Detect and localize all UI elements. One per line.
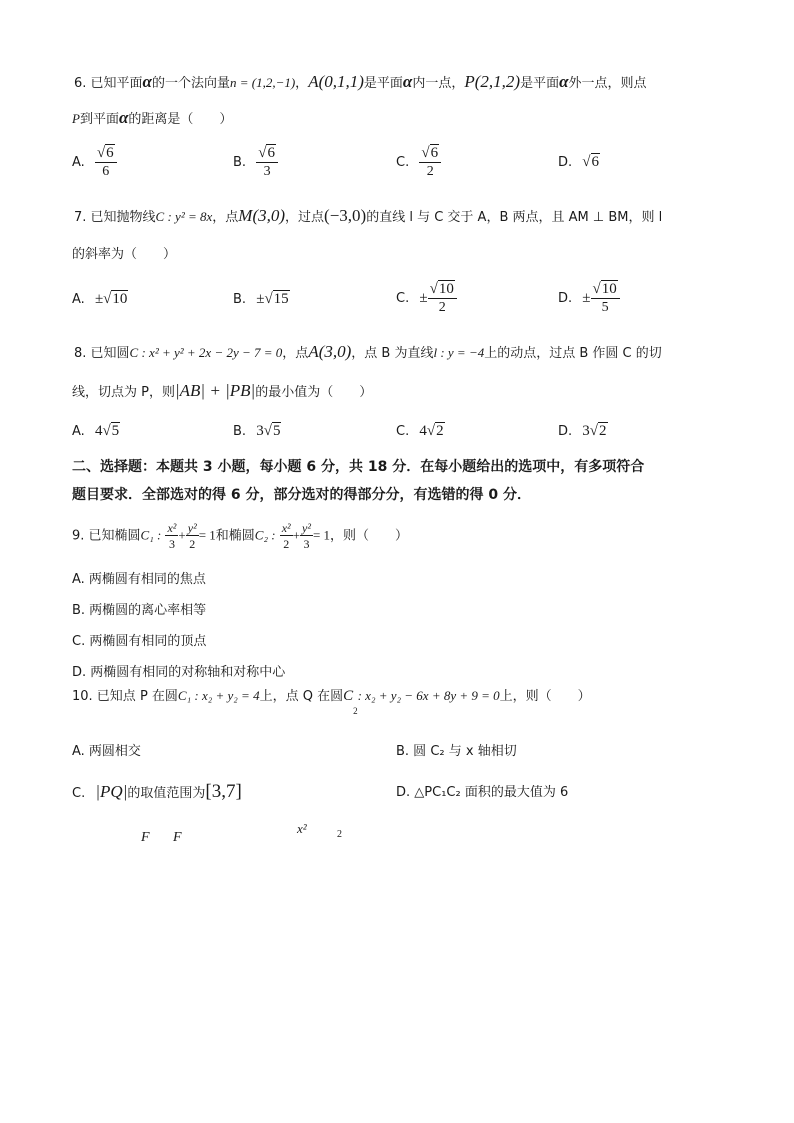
section2-instructions-line1: 二、选择题：本题共 3 小题，每小题 6 分，共 18 分．在每小题给出的选项中，有多项符合 — [72, 459, 645, 475]
section2-instructions-line2: 题目要求．全部选对的得 6 分，部分选对的得部分分，有选错的得 0 分． — [72, 487, 531, 503]
q10-option-d[interactable]: D. △PC₁C₂ 面积的最大值为 6 — [396, 785, 569, 800]
q7-stem-line2: 的斜率为（ ） — [72, 247, 177, 262]
q10-option-a[interactable]: A. 两圆相交 — [72, 744, 141, 759]
q10-stem: 10. 已知点 P 在圆C₁ : x₂ + y₂ = 4上，点 Q 在圆$C_2$: x₂ + y₂ − 6x + 8y + 9 = 0上，则（ ） — [72, 688, 591, 716]
q6-stem-line2: P到平面α的距离是（ ） — [72, 108, 233, 127]
q6-stem-line1: 6. 已知平面α的一个法向量n = (1,2,−1)，A(0,1,1)是平面α内一点，P(2,1,2)是平面α外一点，则点 — [74, 72, 647, 91]
point-p: P(2,1,2) — [464, 72, 521, 91]
q8-stem-line1: 8. 已知圆C : x² + y² + 2x − 2y − 7 = 0，点A(3,0)，点 B 为直线l : y = −4上的动点，过点 B 作圆 C 的切 — [74, 342, 662, 361]
point-a: A(0,1,1) — [308, 72, 364, 91]
normal-vector: n = (1,2,−1) — [229, 75, 296, 90]
q9-option-c[interactable]: C. 两椭圆有相同的顶点 — [72, 634, 207, 649]
circle-c1-equation: C₁ : x₂ + y₂ = 4 — [177, 688, 260, 703]
fragment-f1: F — [141, 830, 150, 845]
q6-option-a[interactable]: A. $\frac{√6}{6}$ — [72, 146, 117, 179]
fragment-x2: x² — [297, 821, 307, 836]
q7-option-d[interactable]: D. ± $\frac{√10}{5}$ — [558, 282, 620, 315]
circle-c2-equation: : x₂ + y₂ − 6x + 8y + 9 = 0 — [357, 688, 500, 703]
q6-option-c[interactable]: C. $\frac{√6}{2}$ — [396, 146, 441, 179]
q8-option-a[interactable]: A. 4√5 — [72, 423, 120, 439]
q6-option-b[interactable]: B. $\frac{√6}{3}$ — [233, 146, 278, 179]
q7-option-a[interactable]: A. ±√10 — [72, 291, 128, 307]
line-l: l : y = −4 — [433, 345, 485, 360]
q8-option-c[interactable]: C. 4√2 — [396, 423, 444, 439]
q10-option-c[interactable]: C. |PQ|的取值范围为[3,7] — [72, 781, 242, 802]
q7-option-b[interactable]: B. ±√15 — [233, 291, 289, 307]
circle-equation: C : x² + y² + 2x − 2y − 7 = 0 — [129, 345, 283, 360]
distance-sum: |AB| + |PB| — [174, 381, 256, 400]
fragment-two: 2 — [337, 829, 342, 840]
q10-option-b[interactable]: B. 圆 C₂ 与 x 轴相切 — [396, 744, 517, 759]
circle-c2-letter: C — [343, 688, 354, 704]
parabola-equation: C : y² = 8x — [155, 209, 213, 224]
q8-option-d[interactable]: D. 3√2 — [558, 423, 607, 439]
q7-option-c[interactable]: C. ± $\frac{√10}{2}$ — [396, 282, 457, 315]
point-a: A(3,0) — [308, 342, 352, 361]
q9-option-d[interactable]: D. 两椭圆有相同的对称轴和对称中心 — [72, 665, 286, 680]
q9-stem: 9. 已知椭圆C₁ : $\frac{\text{x²}}{3}$ + $\frac{\text{y²}}{2}$ = 1和椭圆C₂ : $\frac{\text{x²}}{2}$ + $\frac{\text{y²}}{3}$ = 1，则（ ） — [72, 521, 409, 551]
q8-option-b[interactable]: B. 3√5 — [233, 423, 281, 439]
q8-stem-line2: 线，切点为 P，则|AB| + |PB|的最小值为（ ） — [72, 381, 373, 400]
fragment-f2: F — [173, 830, 182, 845]
point-neg3: (−3,0) — [324, 206, 367, 225]
q6-option-d[interactable]: D. √6 — [558, 154, 600, 170]
q7-stem-line1: 7. 已知抛物线C : y² = 8x，点M(3,0)，过点(−3,0)的直线 l 与 C 交于 A，B 两点，且 AM ⊥ BM，则 l — [74, 206, 663, 225]
q9-option-a[interactable]: A. 两椭圆有相同的焦点 — [72, 572, 206, 587]
alpha-symbol: α — [142, 72, 152, 91]
q9-option-b[interactable]: B. 两椭圆的离心率相等 — [72, 603, 207, 618]
point-m: M(3,0) — [238, 206, 286, 225]
